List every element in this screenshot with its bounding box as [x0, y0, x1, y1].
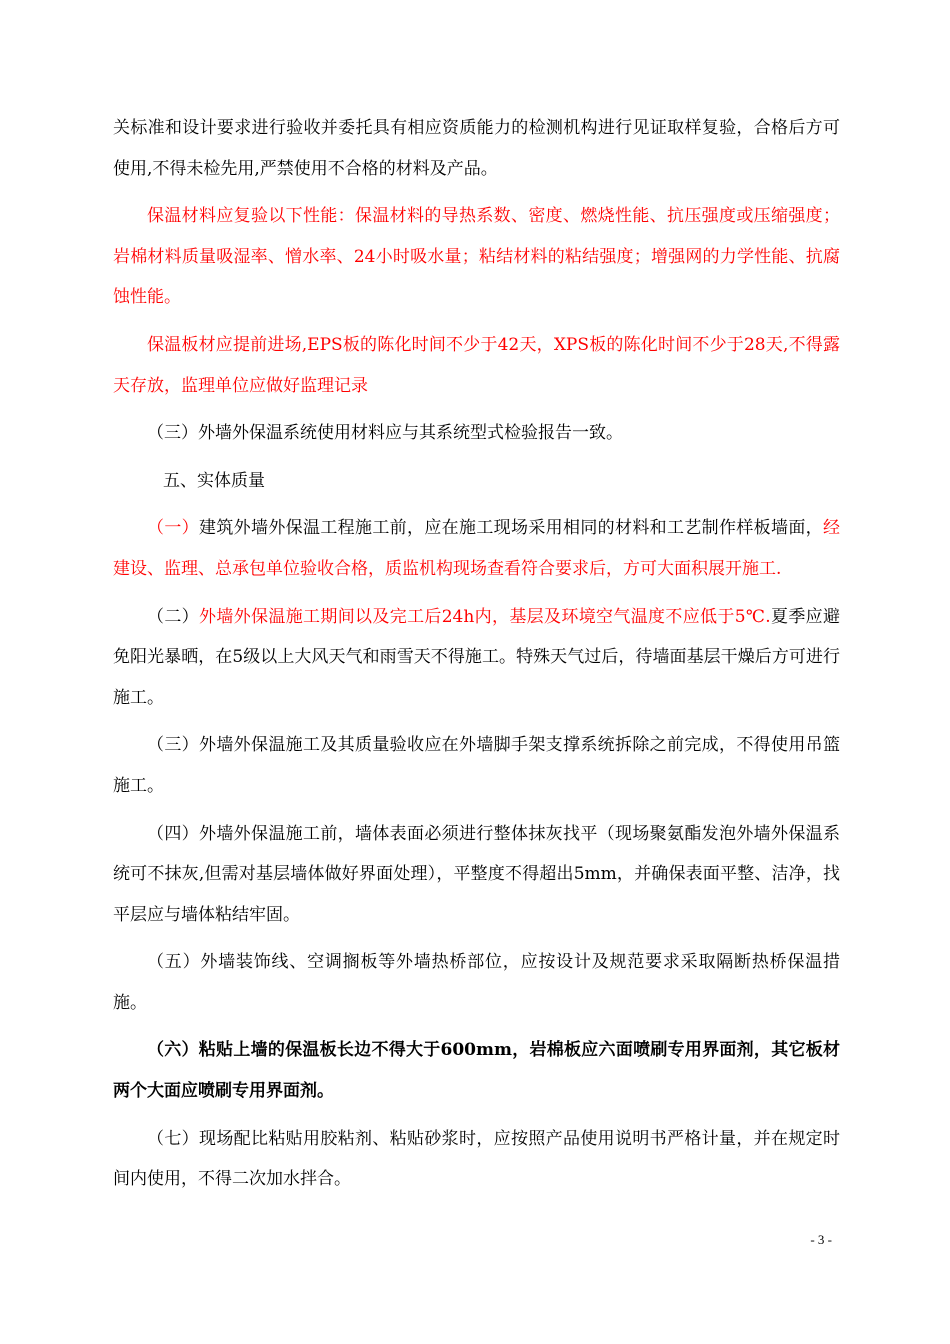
page-number: - 3 - [810, 1232, 832, 1247]
paragraph-item-5-thermal-bridge: （五）外墙装饰线、空调搁板等外墙热桥部位，应按设计及规范要求采取隔断热桥保温措施。 [113, 952, 840, 1013]
paragraph-retest-properties: 保温材料应复验以下性能：保温材料的导热系数、密度、燃烧性能、抗压强度或压缩强度；岩棉材料质量吸湿率、憎水率、24小时吸水量；粘结材料的粘结强度；增强网的力学性能、抗腐蚀性能。 [113, 206, 840, 308]
item-text: 建筑外墙外保温工程施工前，应在施工现场采用相同的材料和工艺制作样板墙面， [199, 518, 823, 539]
paragraph-item-2-temperature [113, 597, 840, 719]
item-label: （一） [147, 518, 199, 539]
item-text-highlight: 经建设、监理、总承包单位验收合格，质监机构现场查看符合要求后，方可大面积展开施工. [113, 518, 840, 579]
paragraph-continuation: 关标准和设计要求进行验收并委托具有相应资质能力的检测机构进行见证取样复验，合格后方可使用,不得未检先用,严禁使用不合格的材料及产品。 [113, 118, 840, 179]
paragraph-item-3-materials: （三）外墙外保温系统使用材料应与其系统型式检验报告一致。 [147, 423, 623, 444]
paragraph-item-3-scaffold: （三）外墙外保温施工及其质量验收应在外墙脚手架支撑系统拆除之前完成，不得使用吊篮施工。 [113, 735, 840, 796]
paragraph-item-4-plastering: （四）外墙外保温施工前，墙体表面必须进行整体抹灰找平（现场聚氨酯发泡外墙外保温系统可不抹灰,但需对基层墙体做好界面处理），平整度不得超出5mm，并确保表面平整、洁净，找平层应与墙体粘结牢固。 [113, 823, 840, 925]
item-text: 夏季应避免阳光暴晒，在5级以上大风天气和雨雪天不得施工。特殊天气过后，待墙面基层干燥后方可进行施工。 [113, 606, 840, 708]
item-label: （二） [147, 606, 200, 627]
paragraph-board-aging: 保温板材应提前进场,EPS板的陈化时间不少于42天，XPS板的陈化时间不少于28天,不得露天存放，监理单位应做好监理记录 [113, 334, 840, 396]
section-heading-5: 五、实体质量 [163, 470, 265, 491]
paragraph-item-7-mixing: （七）现场配比粘贴用胶粘剂、粘贴砂浆时，应按照产品使用说明书严格计量，并在规定时间内使用，不得二次加水拌合。 [113, 1128, 840, 1190]
paragraph-item-1-sample-wall [113, 508, 840, 589]
document-body [113, 108, 840, 1207]
item-text-highlight: 外墙外保温施工期间以及完工后24h内，基层及环境空气温度不应低于5℃. [199, 606, 771, 627]
paragraph-item-6-board-size: （六）粘贴上墙的保温板长边不得大于600mm，岩棉板应六面喷刷专用界面剂，其它板材两个大面应喷刷专用界面剂。 [113, 1040, 840, 1102]
